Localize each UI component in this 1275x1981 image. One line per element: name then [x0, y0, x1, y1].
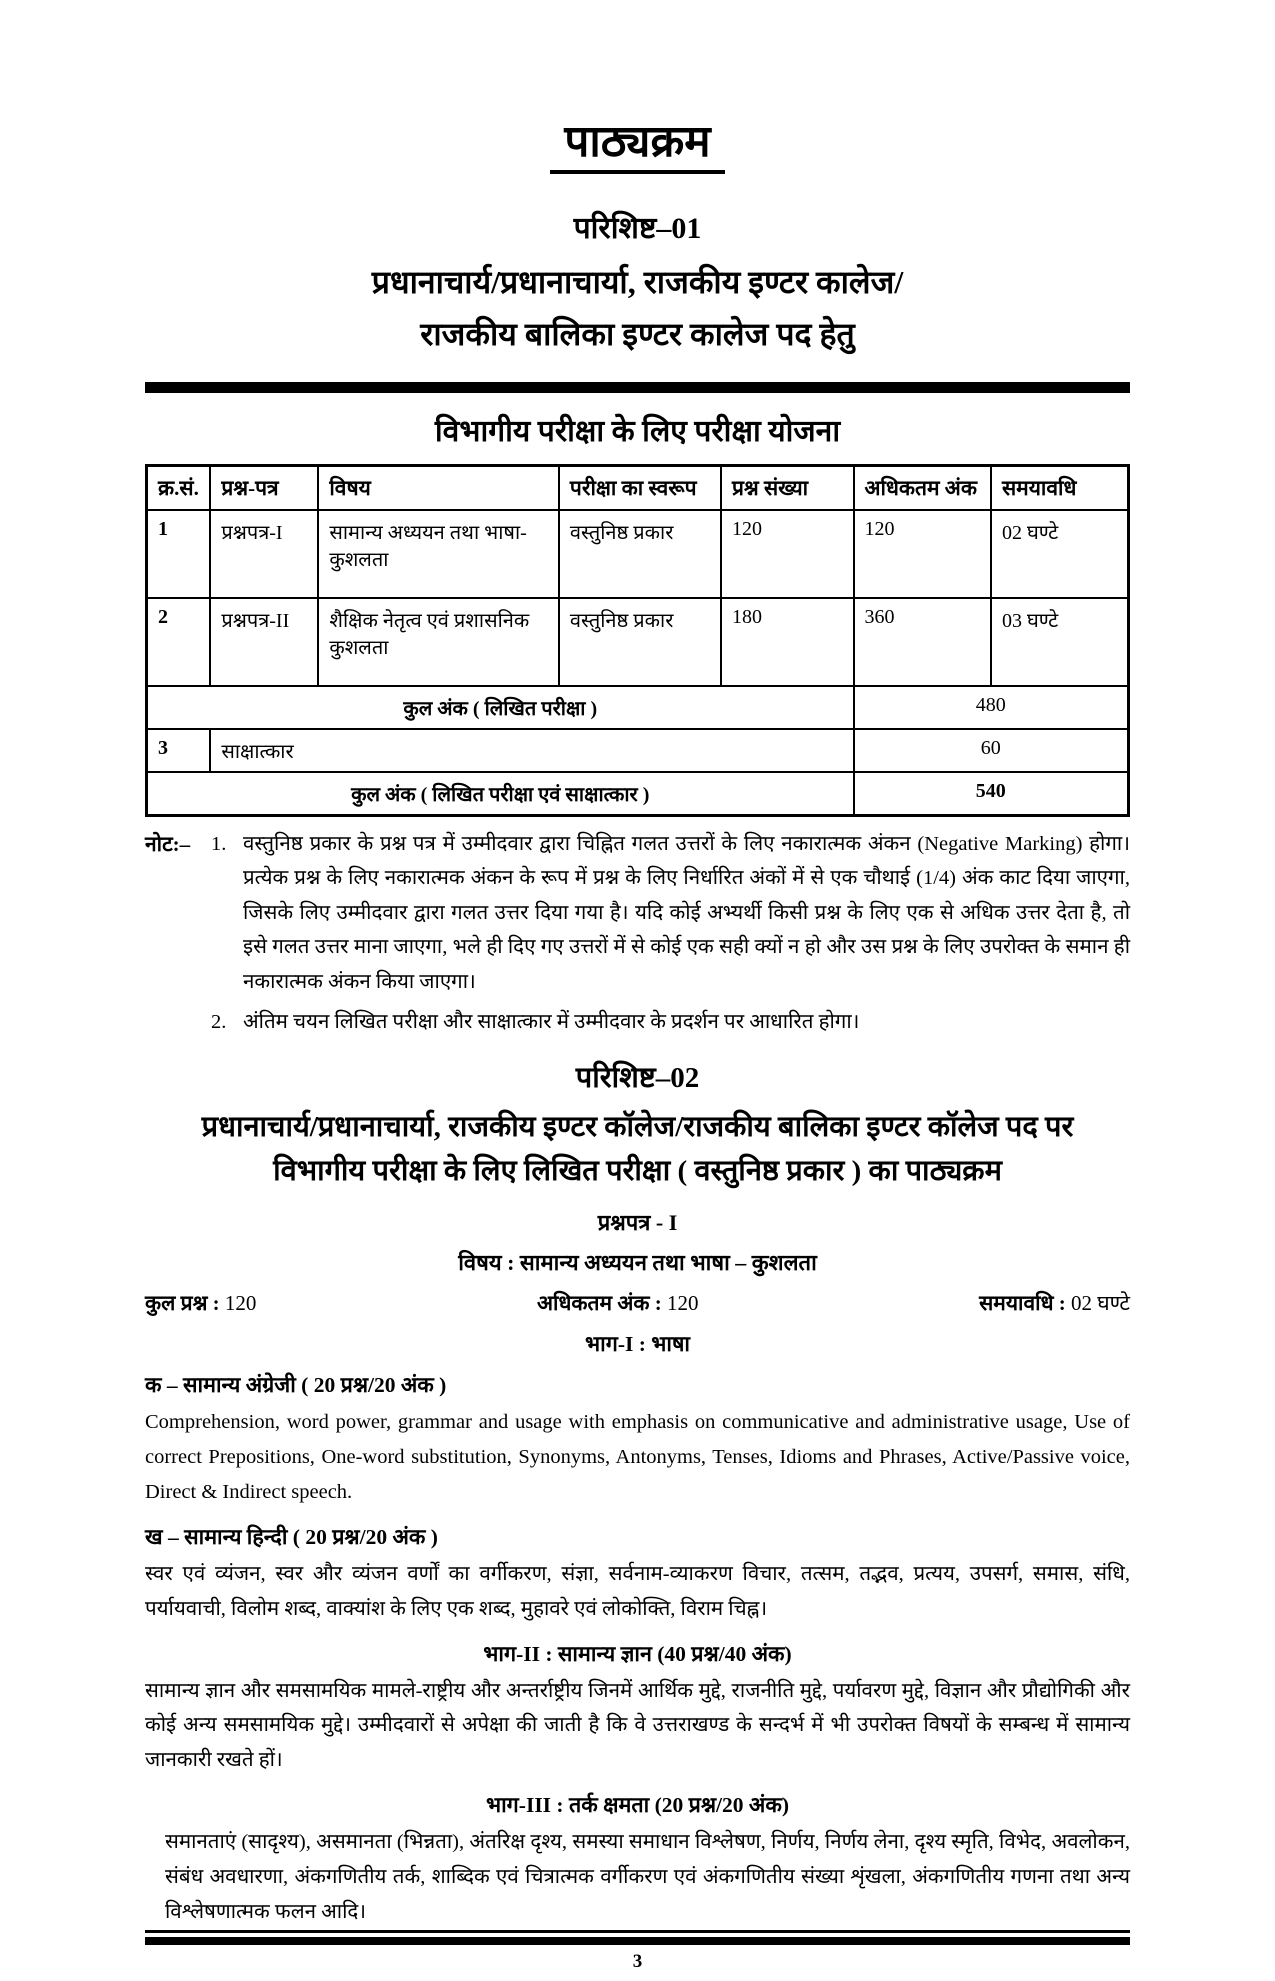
note-text: वस्तुनिष्ठ प्रकार के प्रश्न पत्र में उम्मीदवार द्वारा चिह्नित गलत उत्तरों के लिए नकारात्मक अंकन (Negative Marking) होगा। प्रत्येक प्रश्न के लिए नकारात्मक अंकन के रूप में प्रश्न के लिए निर्धारित अंकों में से एक चौथाई (1/4) अंक काट दिया जाएगा, जिसके लिए उम्मीदवार द्वारा गलत उत्तर दिया गया है। यदि कोई अभ्यर्थी किसी प्रश्न के लिए एक से अधिक उत्तर देता है, तो इसे गलत उत्तर माना जाएगा, भले ही दिए गए उत्तरों में से कोई एक सही क्यों न हो और उस प्रश्न के लिए उपरोक्त के समान ही नकारात्मक अंकन किया जाएगा।: [243, 832, 1130, 993]
duration-value: 02 घण्टे: [1071, 1291, 1130, 1316]
table-cell-paper: प्रश्नपत्र-I: [210, 510, 318, 598]
table-cell-duration: 03 घण्टे: [991, 598, 1129, 686]
section-divider-rule: [145, 382, 1130, 393]
table-cell-paper: प्रश्नपत्र-II: [210, 598, 318, 686]
page-footer: [145, 1930, 1130, 1981]
note-number: 2.: [211, 1010, 227, 1033]
part-3-text: समानताएं (सादृश्य), असमानता (भिन्नता), अंतरिक्ष दृश्य, समस्या समाधान विश्लेषण, निर्णय, निर्णय लेना, दृश्य स्मृति, विभेद, अवलोकन, संबंध अवधारणा, अंकगणितीय तर्क, शाब्दिक एवं चित्रात्मक वर्गीकरण एवं अंकगणितीय संख्या शृंखला, अंकगणितीय गणना तथा अन्य विश्लेषणात्मक फलन आदि।: [165, 1831, 1130, 1923]
appendix-01-heading: परिशिष्ट–01: [573, 212, 702, 246]
notes-section: [145, 827, 1130, 1040]
column-header-paper: प्रश्न-पत्र: [210, 465, 318, 510]
column-header-duration: समयावधि: [991, 465, 1129, 510]
total-written-label: कुल अंक ( लिखित परीक्षा ): [147, 686, 854, 729]
max-marks: [537, 1289, 698, 1317]
column-header-exam-type: परीक्षा का स्वरूप: [559, 465, 721, 510]
appendix-02-post-line-2: विभागीय परीक्षा के लिए लिखित परीक्षा ( वस्तुनिष्ठ प्रकार ) का पाठ्यक्रम: [273, 1154, 1002, 1187]
paper-1-subject: विषय : सामान्य अध्ययन तथा भाषा – कुशलता: [458, 1250, 817, 1276]
part-2-heading: भाग-II : सामान्य ज्ञान (40 प्रश्न/40 अंक): [483, 1641, 792, 1666]
total-questions: [145, 1289, 256, 1317]
table-row-grand-total: [147, 772, 1129, 816]
part-3-heading: भाग-III : तर्क क्षमता (20 प्रश्न/20 अंक): [486, 1793, 789, 1818]
interview-label: साक्षात्कार: [210, 729, 853, 772]
max-marks-label: अधिकतम अंक :: [537, 1291, 662, 1316]
paper-meta-row: [145, 1289, 1130, 1317]
table-cell-subject: सामान्य अध्ययन तथा भाषा-कुशलता: [318, 510, 559, 598]
table-cell-duration: 02 घण्टे: [991, 510, 1129, 598]
table-cell-max-marks: 120: [854, 510, 991, 598]
section-b-text: स्वर एवं व्यंजन, स्वर और व्यंजन वर्णों का वर्गीकरण, संज्ञा, सर्वनाम-व्याकरण विचार, तत्सम, तद्भव, प्रत्यय, उपसर्ग, समास, संधि, पर्यायवाची, विलोम शब्द, वाक्यांश के लिए एक शब्द, मुहावरे एवं लोकोक्ति, विराम चिह्न।: [145, 1562, 1130, 1620]
table-cell-exam-type: वस्तुनिष्ठ प्रकार: [559, 510, 721, 598]
section-a-text: Comprehension, word power, grammar and usage with emphasis on communicative and administrative usage, Use of correct Prepositions, One-word substitution, Synonyms, Antonyms, Tenses, Idioms and Phrases, Active/Passive voice, Direct & Indirect speech.: [145, 1411, 1130, 1504]
note-text: अंतिम चयन लिखित परीक्षा और साक्षात्कार में उम्मीदवार के प्रदर्शन पर आधारित होगा।: [243, 1010, 860, 1033]
table-cell-serial: 2: [147, 598, 211, 686]
total-written-value: 480: [854, 686, 1129, 729]
table-row-total-written: [147, 686, 1129, 729]
note-item-2: [211, 1005, 1130, 1039]
notes-label: नोट:–: [145, 831, 191, 856]
total-questions-label: कुल प्रश्न :: [145, 1291, 220, 1316]
table-row-interview: [147, 729, 1129, 772]
table-cell-serial: 3: [147, 729, 211, 772]
table-row-paper-1: [147, 510, 1129, 598]
table-cell-question-count: 180: [721, 598, 854, 686]
table-cell-question-count: 120: [721, 510, 854, 598]
note-item-1: [211, 827, 1130, 999]
section-a-heading: क – सामान्य अंग्रेजी ( 20 प्रश्न/20 अंक ): [145, 1373, 447, 1398]
document-title: पाठ्यक्रम: [550, 118, 724, 174]
exam-scheme-title: विभागीय परीक्षा के लिए परीक्षा योजना: [434, 414, 841, 448]
page-number: 3: [632, 1950, 643, 1972]
table-header-row: [147, 465, 1129, 510]
table-cell-max-marks: 360: [854, 598, 991, 686]
appendix-02-post-line-1: प्रधानाचार्य/प्रधानाचार्या, राजकीय इण्टर कॉलेज/राजकीय बालिका इण्टर कॉलेज पद पर: [201, 1111, 1074, 1144]
grand-total-value: 540: [854, 772, 1129, 816]
interview-value: 60: [854, 729, 1129, 772]
table-cell-serial: 1: [147, 510, 211, 598]
part-2-text: सामान्य ज्ञान और समसामयिक मामले-राष्ट्रीय और अन्तर्राष्ट्रीय जिनमें आर्थिक मुद्दे, राजनीति मुद्दे, पर्यावरण मुद्दे, विज्ञान और प्रौद्योगिकी और कोई अन्य समसामयिक मुद्दे। उम्मीदवारों से अपेक्षा की जाती है कि वे उत्तराखण्ड के सन्दर्भ में भी उपरोक्त विषयों के सम्बन्ध में सामान्य जानकारी रखते हों।: [145, 1679, 1130, 1772]
column-header-question-count: प्रश्न संख्या: [721, 465, 854, 510]
column-header-max-marks: अधिकतम अंक: [854, 465, 991, 510]
appendix-01-post-line-1: प्रधानाचार्य/प्रधानाचार्या, राजकीय इण्टर कालेज/: [371, 264, 904, 301]
table-cell-exam-type: वस्तुनिष्ठ प्रकार: [559, 598, 721, 686]
max-marks-value: 120: [666, 1291, 699, 1316]
column-header-subject: विषय: [318, 465, 559, 510]
column-header-serial: क्र.सं.: [147, 465, 211, 510]
table-cell-subject: शैक्षिक नेतृत्व एवं प्रशासनिक कुशलता: [318, 598, 559, 686]
appendix-01-post-line-2: राजकीय बालिका इण्टर कालेज पद हेतु: [420, 315, 855, 352]
exam-scheme-table: [145, 464, 1130, 817]
section-b-heading: ख – सामान्य हिन्दी ( 20 प्रश्न/20 अंक ): [145, 1524, 438, 1549]
table-row-paper-2: [147, 598, 1129, 686]
grand-total-label: कुल अंक ( लिखित परीक्षा एवं साक्षात्कार ): [147, 772, 854, 816]
paper-1-heading: प्रश्नपत्र - I: [597, 1210, 678, 1236]
duration-label: समयावधि :: [979, 1291, 1066, 1316]
note-number: 1.: [211, 832, 227, 855]
duration: [979, 1289, 1130, 1317]
total-questions-value: 120: [224, 1291, 257, 1316]
footer-rule: [145, 1930, 1130, 1945]
part-1-heading: भाग-I : भाषा: [585, 1332, 690, 1357]
appendix-02-heading: परिशिष्ट–02: [575, 1062, 700, 1095]
